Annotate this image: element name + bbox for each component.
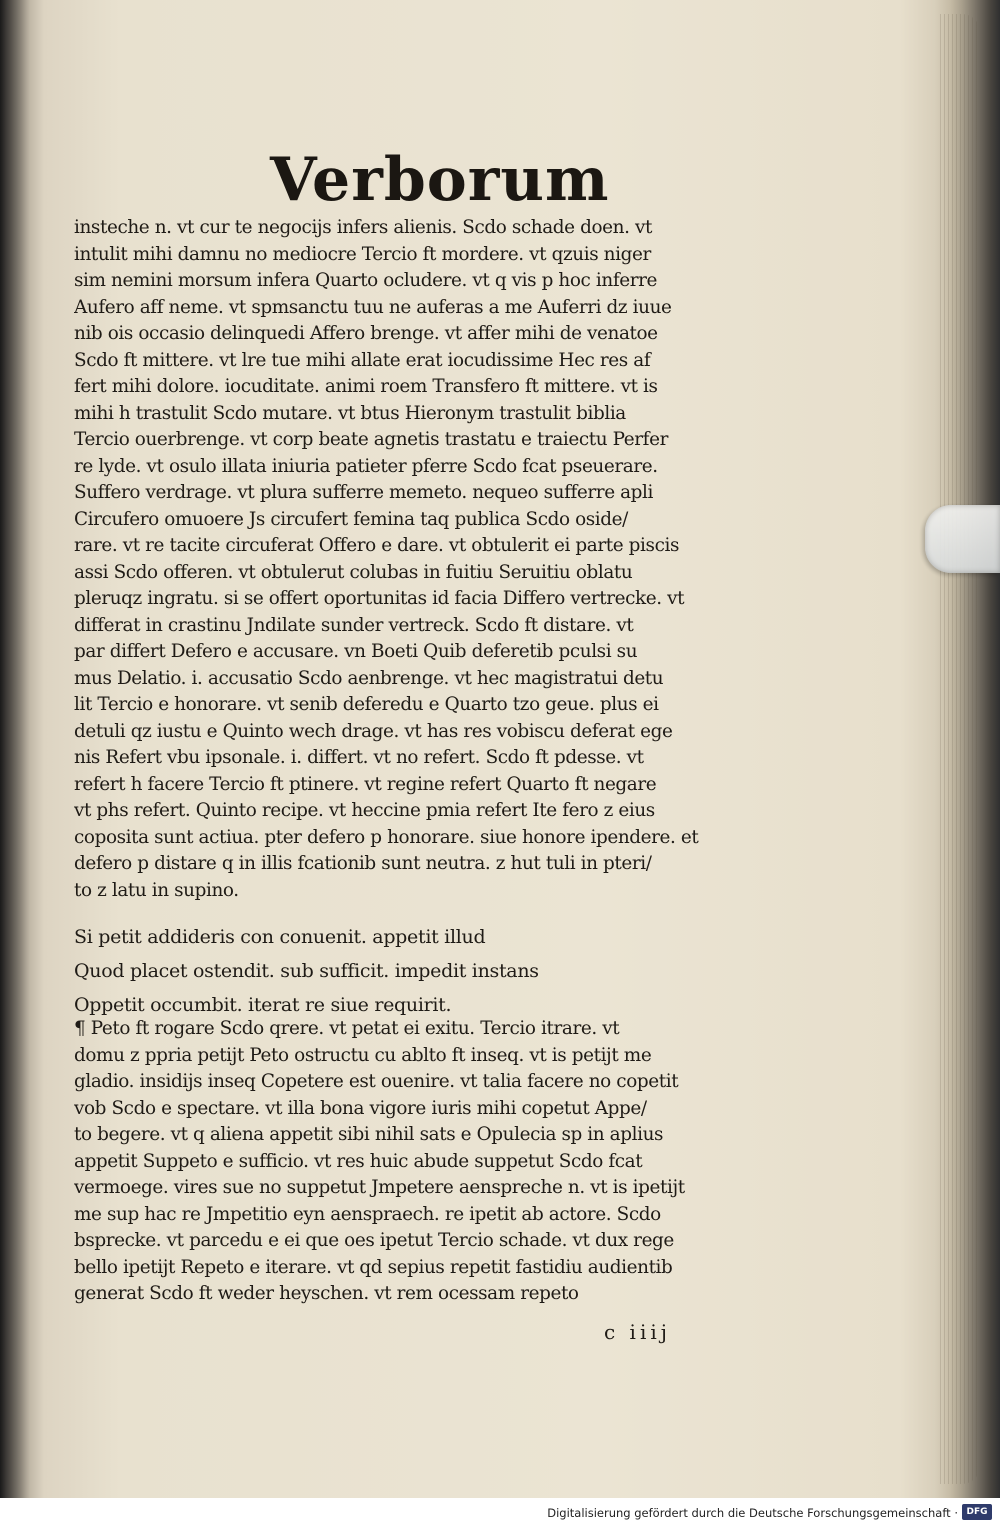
text-line: bsprecke. vt parcedu e ei que oes ipetut Tercio schade. vt dux rege bbox=[74, 1230, 674, 1251]
text-line: vob Scdo e spectare. vt illa bona vigore iuris mihi copetut Appe/ bbox=[74, 1097, 647, 1119]
text-line: refert h facere Tercio ft ptinere. vt regine refert Quarto ft negare bbox=[74, 773, 657, 795]
text-line: re lyde. vt osulo illata iniuria patieter pferre Scdo fcat pseuerare. bbox=[74, 455, 658, 477]
text-line: to begere. vt q aliena appetit sibi nihil sats e Opulecia sp in aplius bbox=[74, 1124, 664, 1145]
text-line: differat in crastinu Jndilate sunder vertreck. Scdo ft distare. vt bbox=[74, 614, 634, 636]
verse-line: Oppetit occumbit. iterat re siue requirit. bbox=[74, 994, 452, 1016]
text-line: par differt Defero e accusare. vn Boeti Quib deferetib pculsi su bbox=[74, 641, 638, 662]
second-text-block bbox=[74, 1016, 746, 1308]
text-line: coposita sunt actiua. pter defero p honorare. siue honore ipendere. et bbox=[74, 826, 699, 848]
text-line: Aufero aff neme. vt spmsanctu tuu ne auferas a me Auferri dz iuue bbox=[74, 296, 672, 318]
text-line: Scdo ft mittere. vt lre tue mihi allate erat iocudissime Hec res af bbox=[74, 349, 651, 371]
text-line: appetit Suppeto e sufficio. vt res huic abude suppetut Scdo fcat bbox=[74, 1150, 643, 1172]
page-heading: Verborum bbox=[270, 145, 610, 215]
credit-text: Digitalisierung gefördert durch die Deutsche Forschungsgemeinschaft · bbox=[547, 1506, 958, 1520]
main-text-block bbox=[74, 215, 746, 904]
text-line: vermoege. vires sue no suppetut Jmpetere aenspreche n. vt is ipetijt bbox=[74, 1177, 685, 1198]
text-line: insteche n. vt cur te negocijs infers alienis. Scdo schade doen. vt bbox=[74, 217, 652, 238]
text-line: bello ipetijt Repeto e iterare. vt qd sepius repetit fastidiu audientib bbox=[74, 1256, 673, 1278]
text-line: detuli qz iustu e Quinto wech drage. vt has res vobiscu deferat ege bbox=[74, 720, 673, 742]
text-line: sim nemini morsum infera Quarto ocludere. vt q vis p hoc inferre bbox=[74, 270, 657, 291]
text-line: mihi h trastulit Scdo mutare. vt btus Hieronym trastulit biblia bbox=[74, 402, 626, 424]
text-line: intulit mihi damnu no mediocre Tercio ft mordere. vt qzuis niger bbox=[74, 243, 651, 265]
text-line: rare. vt re tacite circuferat Offero e dare. vt obtulerit ei parte piscis bbox=[74, 535, 679, 556]
text-line: gladio. insidijs inseq Copetere est ouenire. vt talia facere no copetit bbox=[74, 1071, 679, 1092]
dfg-logo: DFG bbox=[962, 1504, 992, 1520]
text-line: assi Scdo offeren. vt obtulerut colubas in fuitiu Seruitiu oblatu bbox=[74, 561, 633, 583]
text-line: ¶ Peto ft rogare Scdo qrere. vt petat ei exitu. Tercio itrare. vt bbox=[74, 1018, 620, 1039]
text-line: to z latu in supino. bbox=[74, 879, 239, 901]
text-line: nis Refert vbu ipsonale. i. differt. vt no refert. Scdo ft pdesse. vt bbox=[74, 747, 644, 768]
text-line: generat Scdo ft weder heyschen. vt rem ocessam repeto bbox=[74, 1283, 579, 1304]
text-line: pleruqz ingratu. si se offert oportunitas id facia Differo vertrecke. vt bbox=[74, 588, 685, 609]
text-line: lit Tercio e honorare. vt senib deferedu e Quarto tzo geue. plus ei bbox=[74, 694, 659, 715]
text-line: domu z ppria petijt Peto ostructu cu ablto ft inseq. vt is petijt me bbox=[74, 1044, 652, 1066]
verse-block bbox=[74, 920, 746, 1022]
text-line: me sup hac re Jmpetitio eyn aenspraech. re ipetit ab actore. Scdo bbox=[74, 1203, 661, 1225]
signature-mark: c iiij bbox=[604, 1320, 671, 1344]
page-edges bbox=[940, 14, 980, 1484]
text-line: mus Delatio. i. accusatio Scdo aenbrenge. vt hec magistratui detu bbox=[74, 667, 664, 689]
text-line: defero p distare q in illis fcationib sunt neutra. z hut tuli in pteri/ bbox=[74, 853, 652, 874]
text-line: Circufero omuoere Js circufert femina taq publica Scdo oside/ bbox=[74, 508, 628, 530]
text-line: Suffero verdrage. vt plura sufferre memeto. nequeo sufferre apli bbox=[74, 482, 654, 503]
text-line: Tercio ouerbrenge. vt corp beate agnetis trastatu e traiectu Perfer bbox=[74, 429, 668, 450]
verse-line: Si petit addideris con conuenit. appetit illud bbox=[74, 926, 486, 948]
text-line: nib ois occasio delinquedi Affero brenge. vt affer mihi de venatoe bbox=[74, 323, 658, 344]
text-line: fert mihi dolore. iocuditate. animi roem Transfero ft mittere. vt is bbox=[74, 376, 658, 397]
text-line: vt phs refert. Quinto recipe. vt heccine pmia refert Ite fero z eius bbox=[74, 800, 655, 821]
verse-line: Quod placet ostendit. sub sufficit. impedit instans bbox=[74, 960, 539, 982]
binding-shadow bbox=[0, 0, 30, 1498]
page-clip bbox=[925, 505, 1000, 573]
